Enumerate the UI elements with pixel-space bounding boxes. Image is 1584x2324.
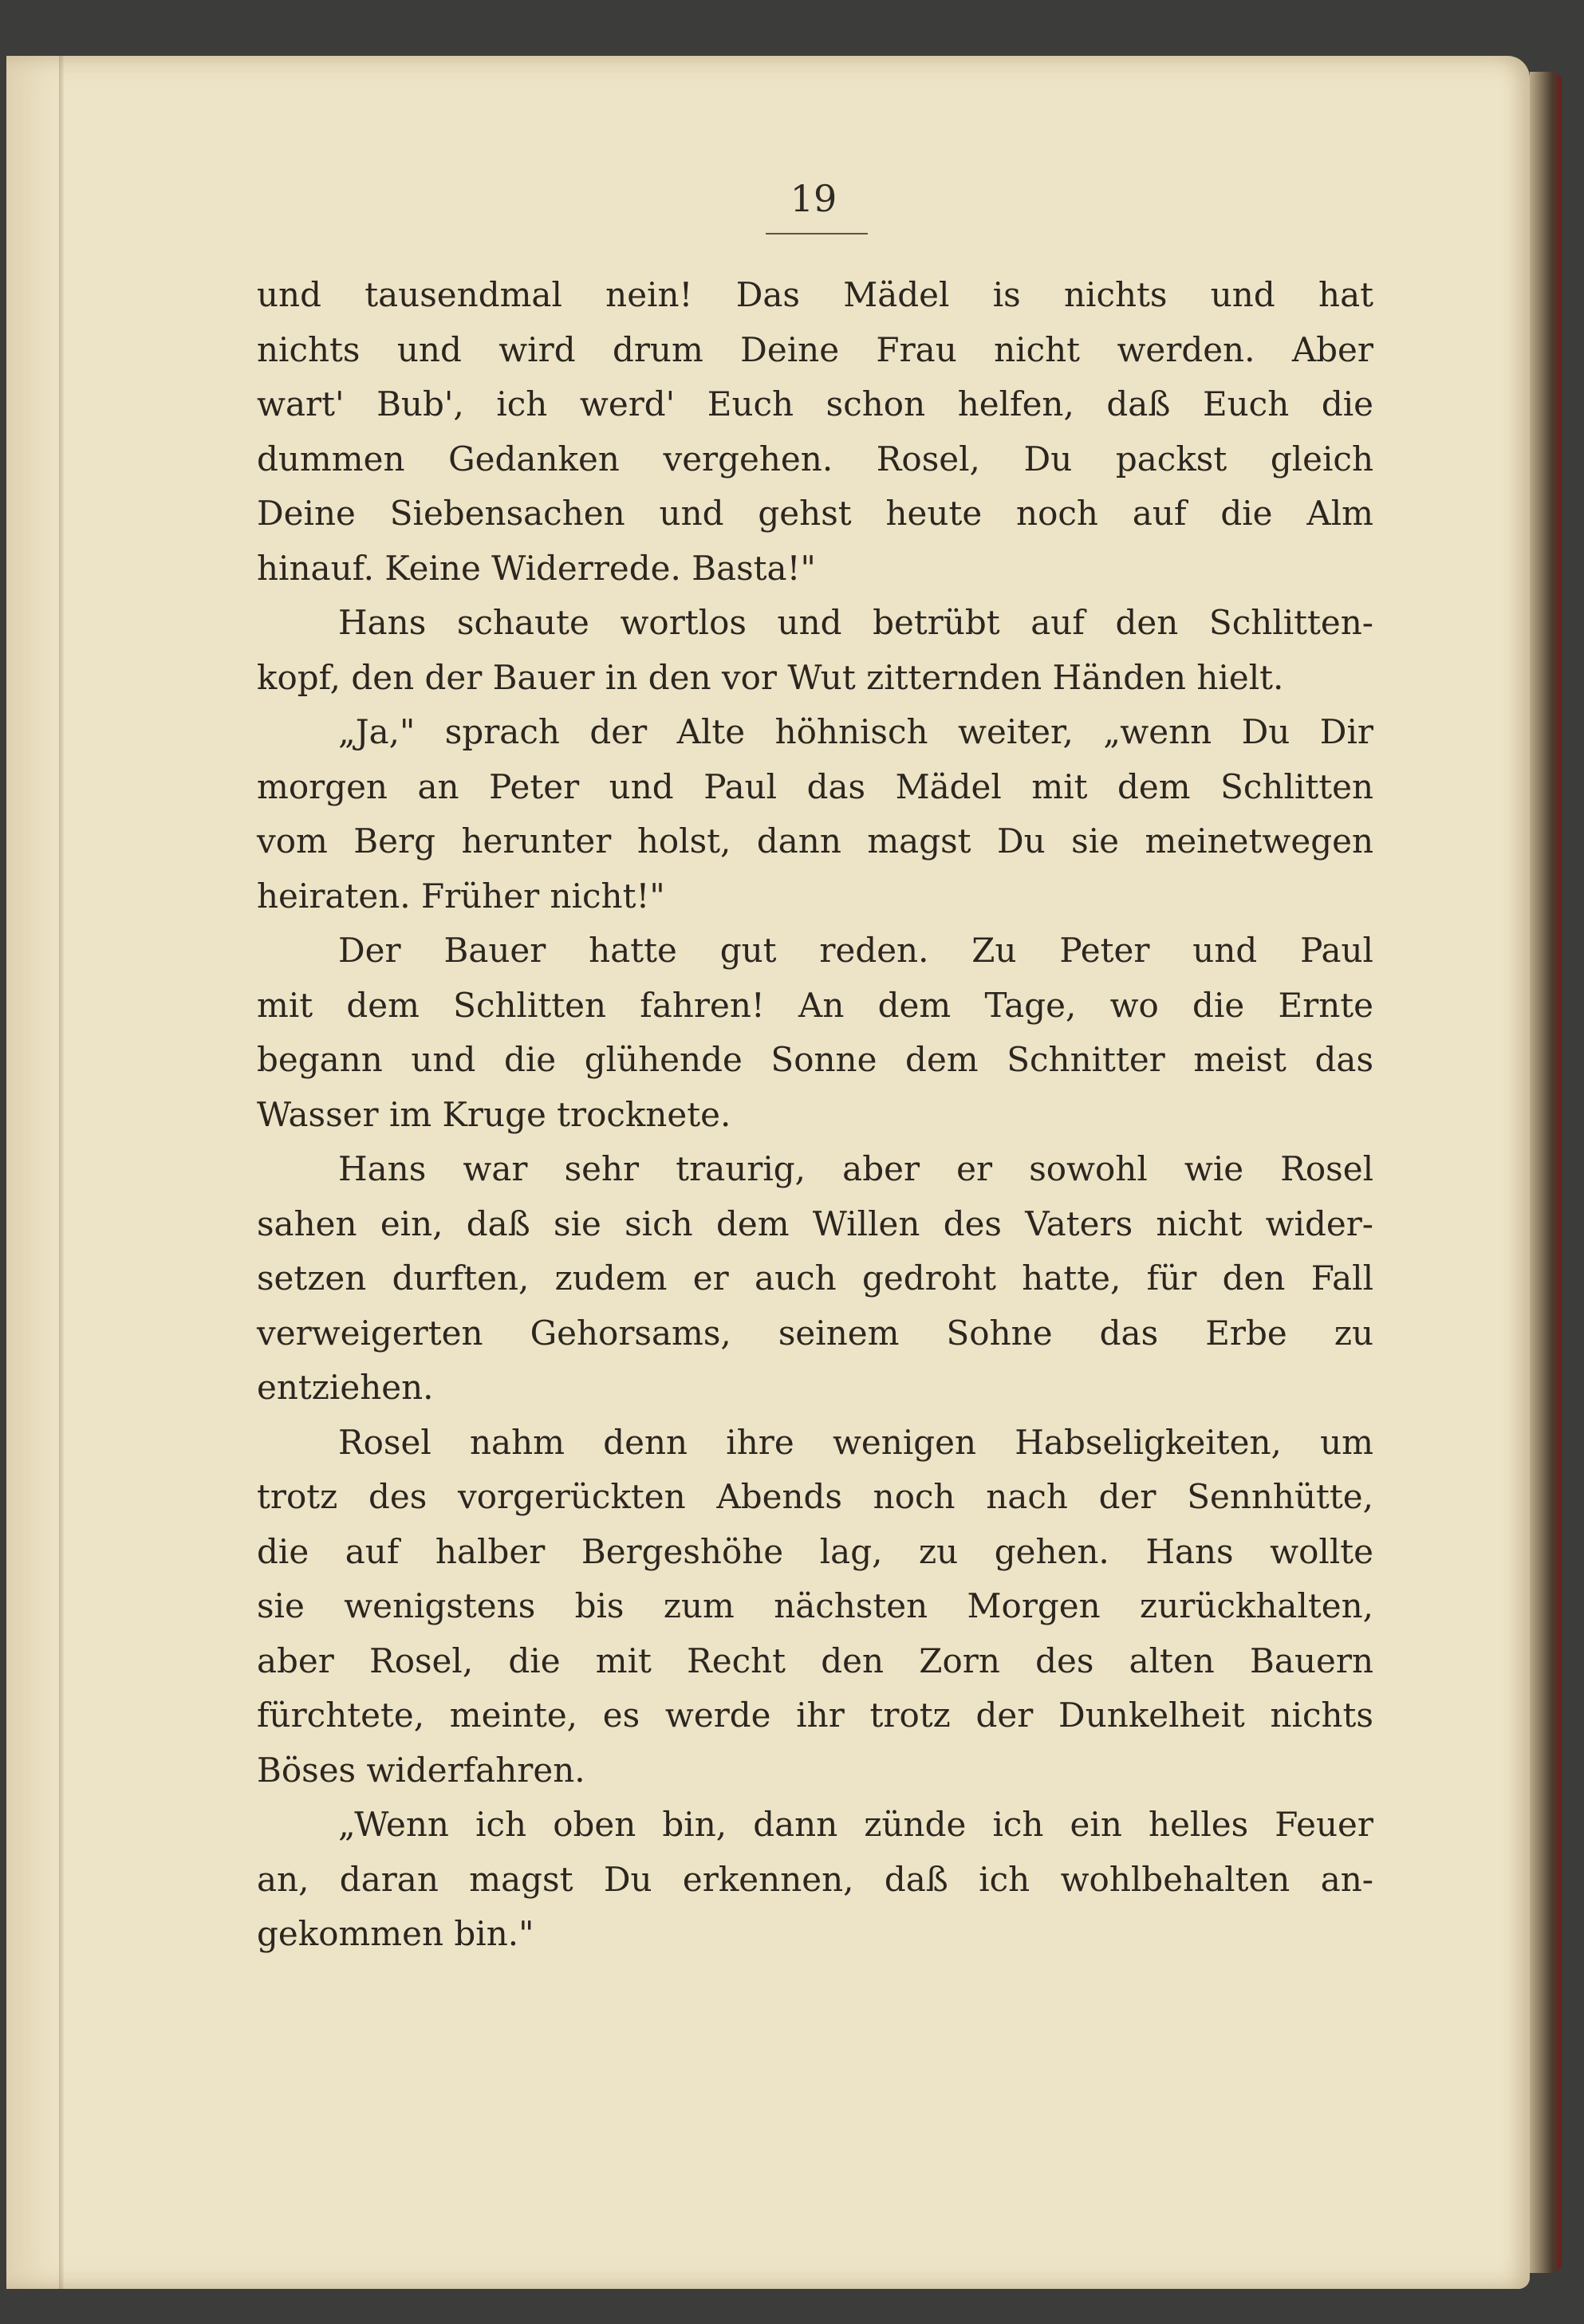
text-line: gekommen bin." bbox=[257, 1914, 534, 1953]
text-line: morgen an Peter und Paul das Mädel mit dem Schlitten bbox=[257, 766, 1373, 806]
text-line: die auf halber Bergeshöhe lag, zu gehen. Hans wollte bbox=[257, 1531, 1373, 1571]
text-line: entziehen. bbox=[257, 1368, 434, 1407]
text-line: sahen ein, daß sie sich dem Willen des Vaters nicht wider- bbox=[257, 1203, 1373, 1243]
text-line: begann und die glühende Sonne dem Schnitter meist das bbox=[257, 1040, 1373, 1079]
book-page-edges bbox=[1530, 72, 1562, 2273]
text-line: vom Berg herunter holst, dann magst Du sie meinetwegen bbox=[257, 821, 1373, 861]
text-line: mit dem Schlitten fahren! An dem Tage, wo die Ernte bbox=[257, 985, 1373, 1025]
text-line: wart' Bub', ich werd' Euch schon helfen, daß Euch die bbox=[257, 384, 1373, 423]
text-line: an, daran magst Du erkennen, daß ich wohlbehalten an- bbox=[257, 1859, 1373, 1899]
page-gutter-shadow bbox=[59, 56, 64, 2289]
text-line: setzen durften, zudem er auch gedroht hatte, für den Fall bbox=[257, 1259, 1373, 1298]
text-line: Der Bauer hatte gut reden. Zu Peter und Paul bbox=[338, 931, 1373, 970]
body-text bbox=[257, 268, 1373, 1962]
text-line: Hans schaute wortlos und betrübt auf den Schlitten- bbox=[338, 603, 1373, 642]
text-line: verweigerten Gehorsams, seinem Sohne das Erbe zu bbox=[257, 1313, 1373, 1353]
text-line: Wasser im Kruge trocknete. bbox=[257, 1094, 731, 1134]
text-line: „Wenn ich oben bin, dann zünde ich ein helles Feuer bbox=[338, 1805, 1373, 1844]
text-line: hinauf. Keine Widerrede. Basta!" bbox=[257, 548, 816, 588]
text-line: fürchtete, meinte, es werde ihr trotz der Dunkelheit nichts bbox=[257, 1696, 1373, 1735]
text-line: heiraten. Früher nicht!" bbox=[257, 876, 665, 916]
text-line: aber Rosel, die mit Recht den Zorn des alten Bauern bbox=[257, 1641, 1373, 1680]
text-line: trotz des vorgerückten Abends noch nach der Sennhütte, bbox=[257, 1477, 1373, 1516]
text-line: kopf, den der Bauer in den vor Wut zitternden Händen hielt. bbox=[257, 657, 1284, 697]
text-line: Böses widerfahren. bbox=[257, 1750, 585, 1790]
text-line: dummen Gedanken vergehen. Rosel, Du packst gleich bbox=[257, 439, 1373, 479]
text-line: „Ja," sprach der Alte höhnisch weiter, „wenn Du Dir bbox=[338, 712, 1373, 751]
text-line: Hans war sehr traurig, aber er sowohl wie Rosel bbox=[338, 1149, 1373, 1188]
text-line: Deine Siebensachen und gehst heute noch auf die Alm bbox=[257, 494, 1373, 533]
text-line: und tausendmal nein! Das Mädel is nichts und hat bbox=[257, 275, 1373, 314]
text-line: Rosel nahm denn ihre wenigen Habseligkeiten, um bbox=[338, 1422, 1373, 1462]
page-number: 19 bbox=[790, 177, 837, 220]
text-line: nichts und wird drum Deine Frau nicht werden. Aber bbox=[257, 329, 1373, 369]
text-line: sie wenigstens bis zum nächsten Morgen zurückhalten, bbox=[257, 1586, 1373, 1625]
header-rule bbox=[766, 233, 868, 234]
